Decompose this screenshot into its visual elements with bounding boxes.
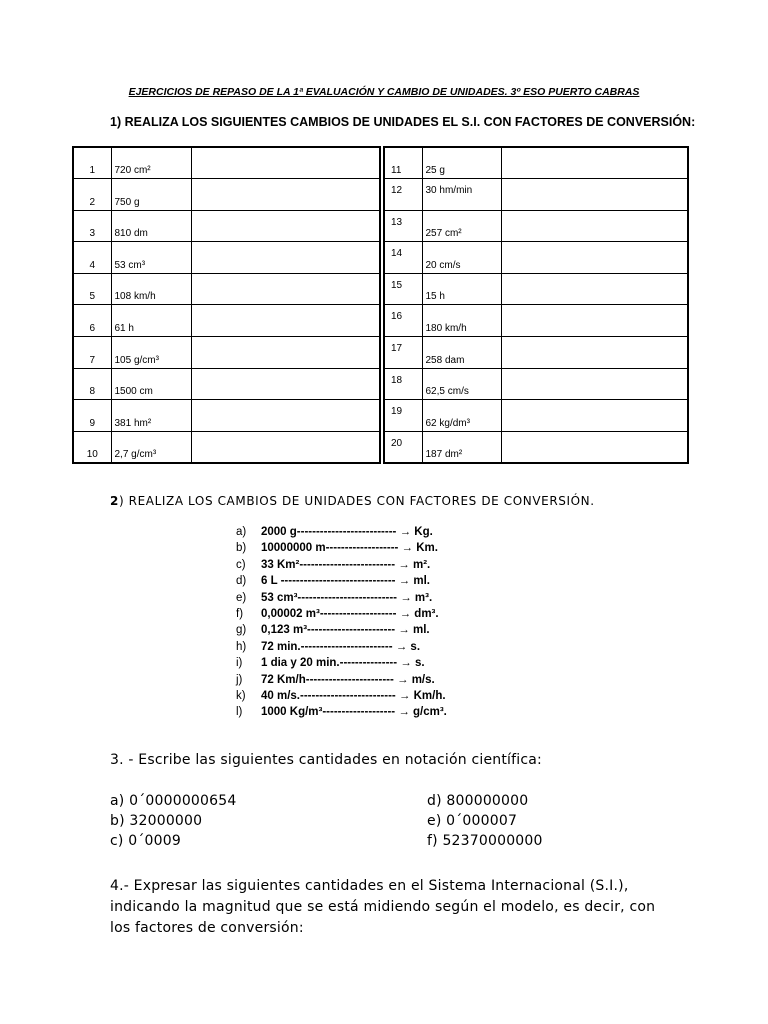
- list-item: [236, 688, 447, 704]
- row-value: 750 g: [111, 179, 191, 211]
- table-row: [73, 400, 380, 432]
- answer-cell[interactable]: [501, 242, 688, 274]
- section-2-heading: [110, 494, 595, 508]
- row-number: 17: [384, 337, 422, 369]
- row-value: 61 h: [111, 305, 191, 337]
- list-item: [236, 704, 447, 720]
- answer-cell[interactable]: [191, 337, 380, 369]
- answer-cell[interactable]: [191, 431, 380, 463]
- answer-cell[interactable]: [501, 400, 688, 432]
- row-number: 19: [384, 400, 422, 432]
- row-number: 15: [384, 273, 422, 305]
- item-letter: c): [236, 558, 246, 571]
- item-text: 1 dia y 20 min.--------------- → s.: [261, 657, 425, 670]
- item-text: 40 m/s.------------------------- → Km/h.: [261, 690, 446, 703]
- list-item: [236, 557, 447, 573]
- answer-cell[interactable]: [191, 179, 380, 211]
- list-item: [236, 590, 447, 606]
- row-value: 53 cm³: [111, 242, 191, 274]
- answer-cell[interactable]: [501, 431, 688, 463]
- row-value: 1500 cm: [111, 368, 191, 400]
- answer-cell[interactable]: [501, 273, 688, 305]
- list-item: [236, 639, 447, 655]
- table-row: [384, 337, 688, 369]
- table-row: [384, 400, 688, 432]
- conversion-table-left: [72, 146, 381, 464]
- row-value: 15 h: [422, 273, 501, 305]
- row-value: 108 km/h: [111, 273, 191, 305]
- row-value: 257 cm²: [422, 210, 501, 242]
- item-letter: a): [236, 526, 247, 538]
- table-row: [384, 273, 688, 305]
- item-text: 0,123 m³----------------------- → ml.: [261, 624, 430, 637]
- row-value: 20 cm/s: [422, 242, 501, 274]
- row-value: 25 g: [422, 147, 501, 179]
- answer-cell[interactable]: [501, 179, 688, 211]
- row-value: 187 dm²: [422, 431, 501, 463]
- table-row: [73, 273, 380, 305]
- item-text: 2000 g-------------------------- → Kg.: [261, 526, 433, 538]
- table-row: [73, 305, 380, 337]
- answer-cell[interactable]: [501, 305, 688, 337]
- section-4-line-3: los factores de conversión:: [110, 920, 304, 936]
- answer-cell[interactable]: [191, 400, 380, 432]
- list-item: [236, 606, 447, 622]
- section-3-item-b: b) 32000000: [110, 813, 203, 829]
- table-row: [384, 368, 688, 400]
- list-item: [236, 655, 447, 671]
- row-number: 14: [384, 242, 422, 274]
- item-letter: e): [236, 591, 247, 604]
- item-letter: d): [236, 575, 247, 588]
- section-3-item-d: d) 800000000: [427, 793, 529, 809]
- list-item: [236, 672, 447, 688]
- row-value: 30 hm/min: [422, 179, 501, 211]
- row-value: 180 km/h: [422, 305, 501, 337]
- answer-cell[interactable]: [191, 273, 380, 305]
- row-number: 10: [73, 431, 111, 463]
- section-4-line-1: 4.- Expresar las siguientes cantidades en el Sistema Internacional (S.I.),: [110, 878, 629, 894]
- row-value: 2,7 g/cm³: [111, 431, 191, 463]
- row-number: 7: [73, 337, 111, 369]
- answer-cell[interactable]: [191, 305, 380, 337]
- row-number: 1: [73, 147, 111, 179]
- list-item: [236, 622, 447, 638]
- answer-cell[interactable]: [501, 337, 688, 369]
- table-row: [384, 305, 688, 337]
- row-number: 16: [384, 305, 422, 337]
- row-number: 3: [73, 210, 111, 242]
- answer-cell[interactable]: [501, 147, 688, 179]
- table-row: [73, 337, 380, 369]
- table-row: [384, 179, 688, 211]
- table-row: [73, 179, 380, 211]
- section-3-heading: 3. - Escribe las siguientes cantidades en notación científica:: [110, 752, 542, 768]
- row-number: 20: [384, 431, 422, 463]
- section-3-item-f: f) 52370000000: [427, 833, 543, 849]
- section-2-heading-text: ) REALIZA LOS CAMBIOS DE UNIDADES CON FACTORES DE CONVERSIÓN.: [118, 494, 595, 508]
- item-letter: g): [236, 624, 247, 637]
- item-text: 33 Km²------------------------- → m².: [261, 558, 431, 571]
- row-number: 13: [384, 210, 422, 242]
- item-text: 1000 Kg/m³------------------- → g/cm³.: [261, 706, 447, 719]
- row-value: 258 dam: [422, 337, 501, 369]
- document-title: EJERCICIOS DE REPASO DE LA 1ª EVALUACIÓN Y CAMBIO DE UNIDADES. 3º ESO PUERTO CABRAS: [128, 86, 640, 98]
- row-number: 4: [73, 242, 111, 274]
- row-value: 810 dm: [111, 210, 191, 242]
- row-value: 105 g/cm³: [111, 337, 191, 369]
- item-text: 0,00002 m³-------------------- → dm³.: [261, 608, 439, 621]
- table-row: [73, 242, 380, 274]
- table-row: [384, 431, 688, 463]
- section-4-paragraph: [110, 876, 670, 939]
- table-row: [384, 210, 688, 242]
- answer-cell[interactable]: [191, 242, 380, 274]
- item-text: 72 Km/h----------------------- → m/s.: [261, 673, 435, 686]
- row-value: 381 hm²: [111, 400, 191, 432]
- item-letter: b): [236, 542, 247, 555]
- table-row: [73, 368, 380, 400]
- answer-cell[interactable]: [191, 147, 380, 179]
- row-number: 5: [73, 273, 111, 305]
- answer-cell[interactable]: [501, 368, 688, 400]
- item-letter: j): [236, 673, 243, 686]
- section-4-line-2: indicando la magnitud que se está midiendo según el modelo, es decir, con: [110, 899, 656, 915]
- row-value: 720 cm²: [111, 147, 191, 179]
- list-item: [236, 540, 447, 556]
- section-2-number: 2: [110, 494, 119, 508]
- item-text: 10000000 m------------------- → Km.: [261, 542, 438, 555]
- row-number: 2: [73, 179, 111, 211]
- table-row: [73, 147, 380, 179]
- item-letter: h): [236, 640, 247, 653]
- item-letter: f): [236, 608, 244, 621]
- row-number: 6: [73, 305, 111, 337]
- item-letter: k): [236, 690, 246, 703]
- item-text: 6 L ------------------------------ → ml.: [261, 575, 430, 588]
- list-item: [236, 573, 447, 589]
- section-1-heading: 1) REALIZA LOS SIGUIENTES CAMBIOS DE UNIDADES EL S.I. CON FACTORES DE CONVERSIÓN:: [110, 115, 696, 129]
- table-row: [384, 147, 688, 179]
- item-letter: i): [236, 657, 243, 670]
- section-3-item-a: a) 0´0000000654: [110, 793, 237, 809]
- answer-cell[interactable]: [191, 210, 380, 242]
- row-number: 9: [73, 400, 111, 432]
- row-value: 62,5 cm/s: [422, 368, 501, 400]
- row-number: 8: [73, 368, 111, 400]
- table-row: [73, 210, 380, 242]
- answer-cell[interactable]: [501, 210, 688, 242]
- row-number: 18: [384, 368, 422, 400]
- table-row: [73, 431, 380, 463]
- table-row: [384, 242, 688, 274]
- list-item: [236, 524, 447, 540]
- section-3-item-c: c) 0´0009: [110, 833, 181, 849]
- item-letter: l): [236, 706, 243, 719]
- item-text: 72 min.------------------------ → s.: [261, 640, 421, 653]
- row-number: 12: [384, 179, 422, 211]
- row-value: 62 kg/dm³: [422, 400, 501, 432]
- item-text: 53 cm³-------------------------- → m³.: [261, 591, 433, 604]
- answer-cell[interactable]: [191, 368, 380, 400]
- section-3-item-e: e) 0´000007: [427, 813, 518, 829]
- row-number: 11: [384, 147, 422, 179]
- conversion-list: [236, 524, 447, 721]
- conversion-table-right: [383, 146, 689, 464]
